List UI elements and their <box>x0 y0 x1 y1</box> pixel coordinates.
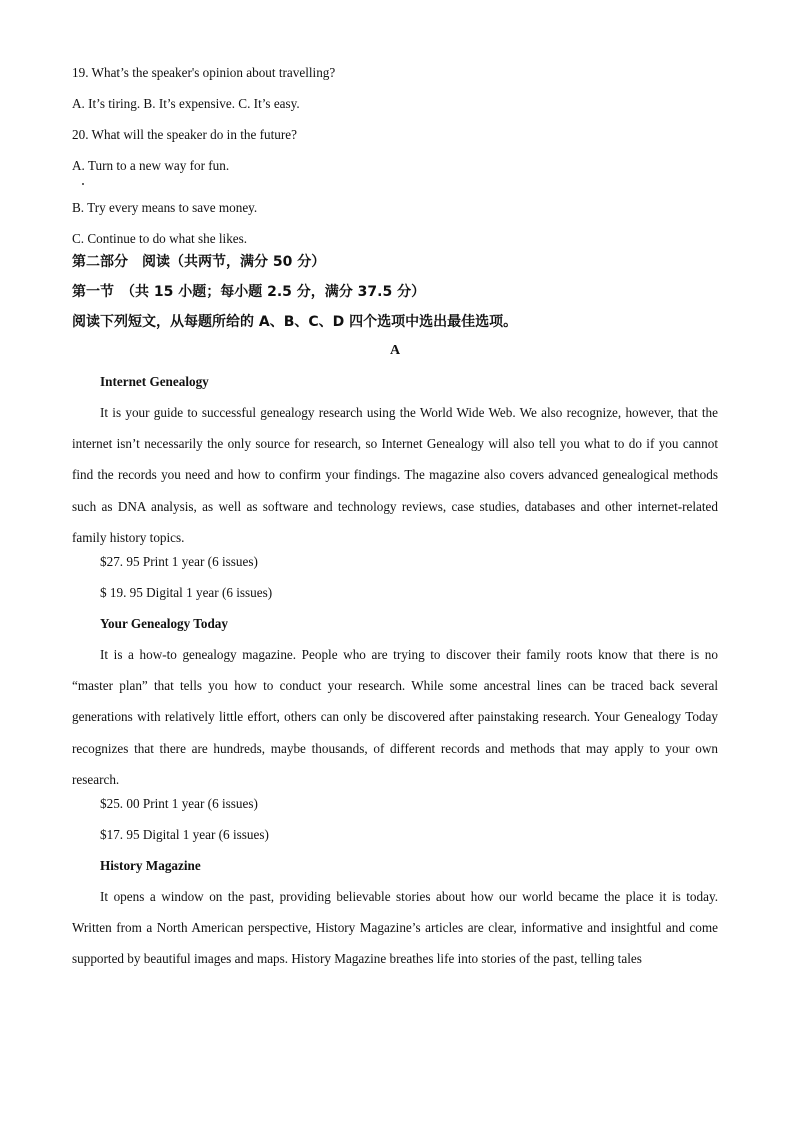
stray-mark <box>72 179 718 199</box>
question-19-options: A. It’s tiring. B. It’s expensive. C. It’s easy. <box>72 96 300 111</box>
magazine-description: It opens a window on the past, providing believable stories about how our world became the place it is today. Written from a North American perspective, History Magazine’s articles are clear, informative and insightful and come supported by beautiful images and maps. History Magazine breathes life into stories of the past, telling tales <box>72 889 718 967</box>
question-19: 19. What’s the speaker's opinion about travelling? <box>72 65 336 80</box>
question-20-option-c: C. Continue to do what she likes. <box>72 231 248 246</box>
document-page <box>72 64 718 975</box>
price-digital: $17. 95 Digital 1 year (6 issues) <box>100 827 269 843</box>
magazine-title: History Magazine <box>100 858 201 874</box>
price-print: $25. 00 Print 1 year (6 issues) <box>100 796 258 812</box>
magazine-description: It is a how-to genealogy magazine. People who are trying to discover their family roots know that there is no “master plan” that tells you how to conduct your research. While some ancestral lines can be traced back several generations with relatively little effort, others can only be discovered after painstaking research. Your Genealogy Today recognizes that there are hundreds, maybe thousands, of different records and methods that may apply to your own research. <box>72 647 718 787</box>
magazine-title: Your Genealogy Today <box>100 616 228 632</box>
price-print: $27. 95 Print 1 year (6 issues) <box>100 554 258 570</box>
price-digital: $ 19. 95 Digital 1 year (6 issues) <box>100 585 273 601</box>
magazine-description: It is your guide to successful genealogy research using the World Wide Web. We also recognize, however, that the internet isn’t necessarily the only source for research, so Internet Genealogy will also tell you what to do if you cannot find the records you need and how to confirm your findings. The magazine also covers advanced genealogical methods such as DNA analysis, as well as software and technology reviews, case studies, databases and other internet-related family history topics. <box>72 405 718 545</box>
passage-letter: A <box>389 343 401 358</box>
part-two-heading: 第二部分 阅读（共两节，满分 50 分） <box>72 254 326 270</box>
question-20: 20. What will the speaker do in the future? <box>72 127 297 142</box>
magazine-title: Internet Genealogy <box>100 374 209 389</box>
reading-instruction: 阅读下列短文，从每题所给的 A、B、C、D 四个选项中选出最佳选项。 <box>72 314 518 330</box>
section-one-heading: 第一节 （共 15 小题；每小题 2.5 分，满分 37.5 分） <box>72 284 426 300</box>
question-20-option-a: A. Turn to a new way for fun. <box>72 158 230 173</box>
question-20-option-b: B. Try every means to save money. <box>72 200 258 215</box>
